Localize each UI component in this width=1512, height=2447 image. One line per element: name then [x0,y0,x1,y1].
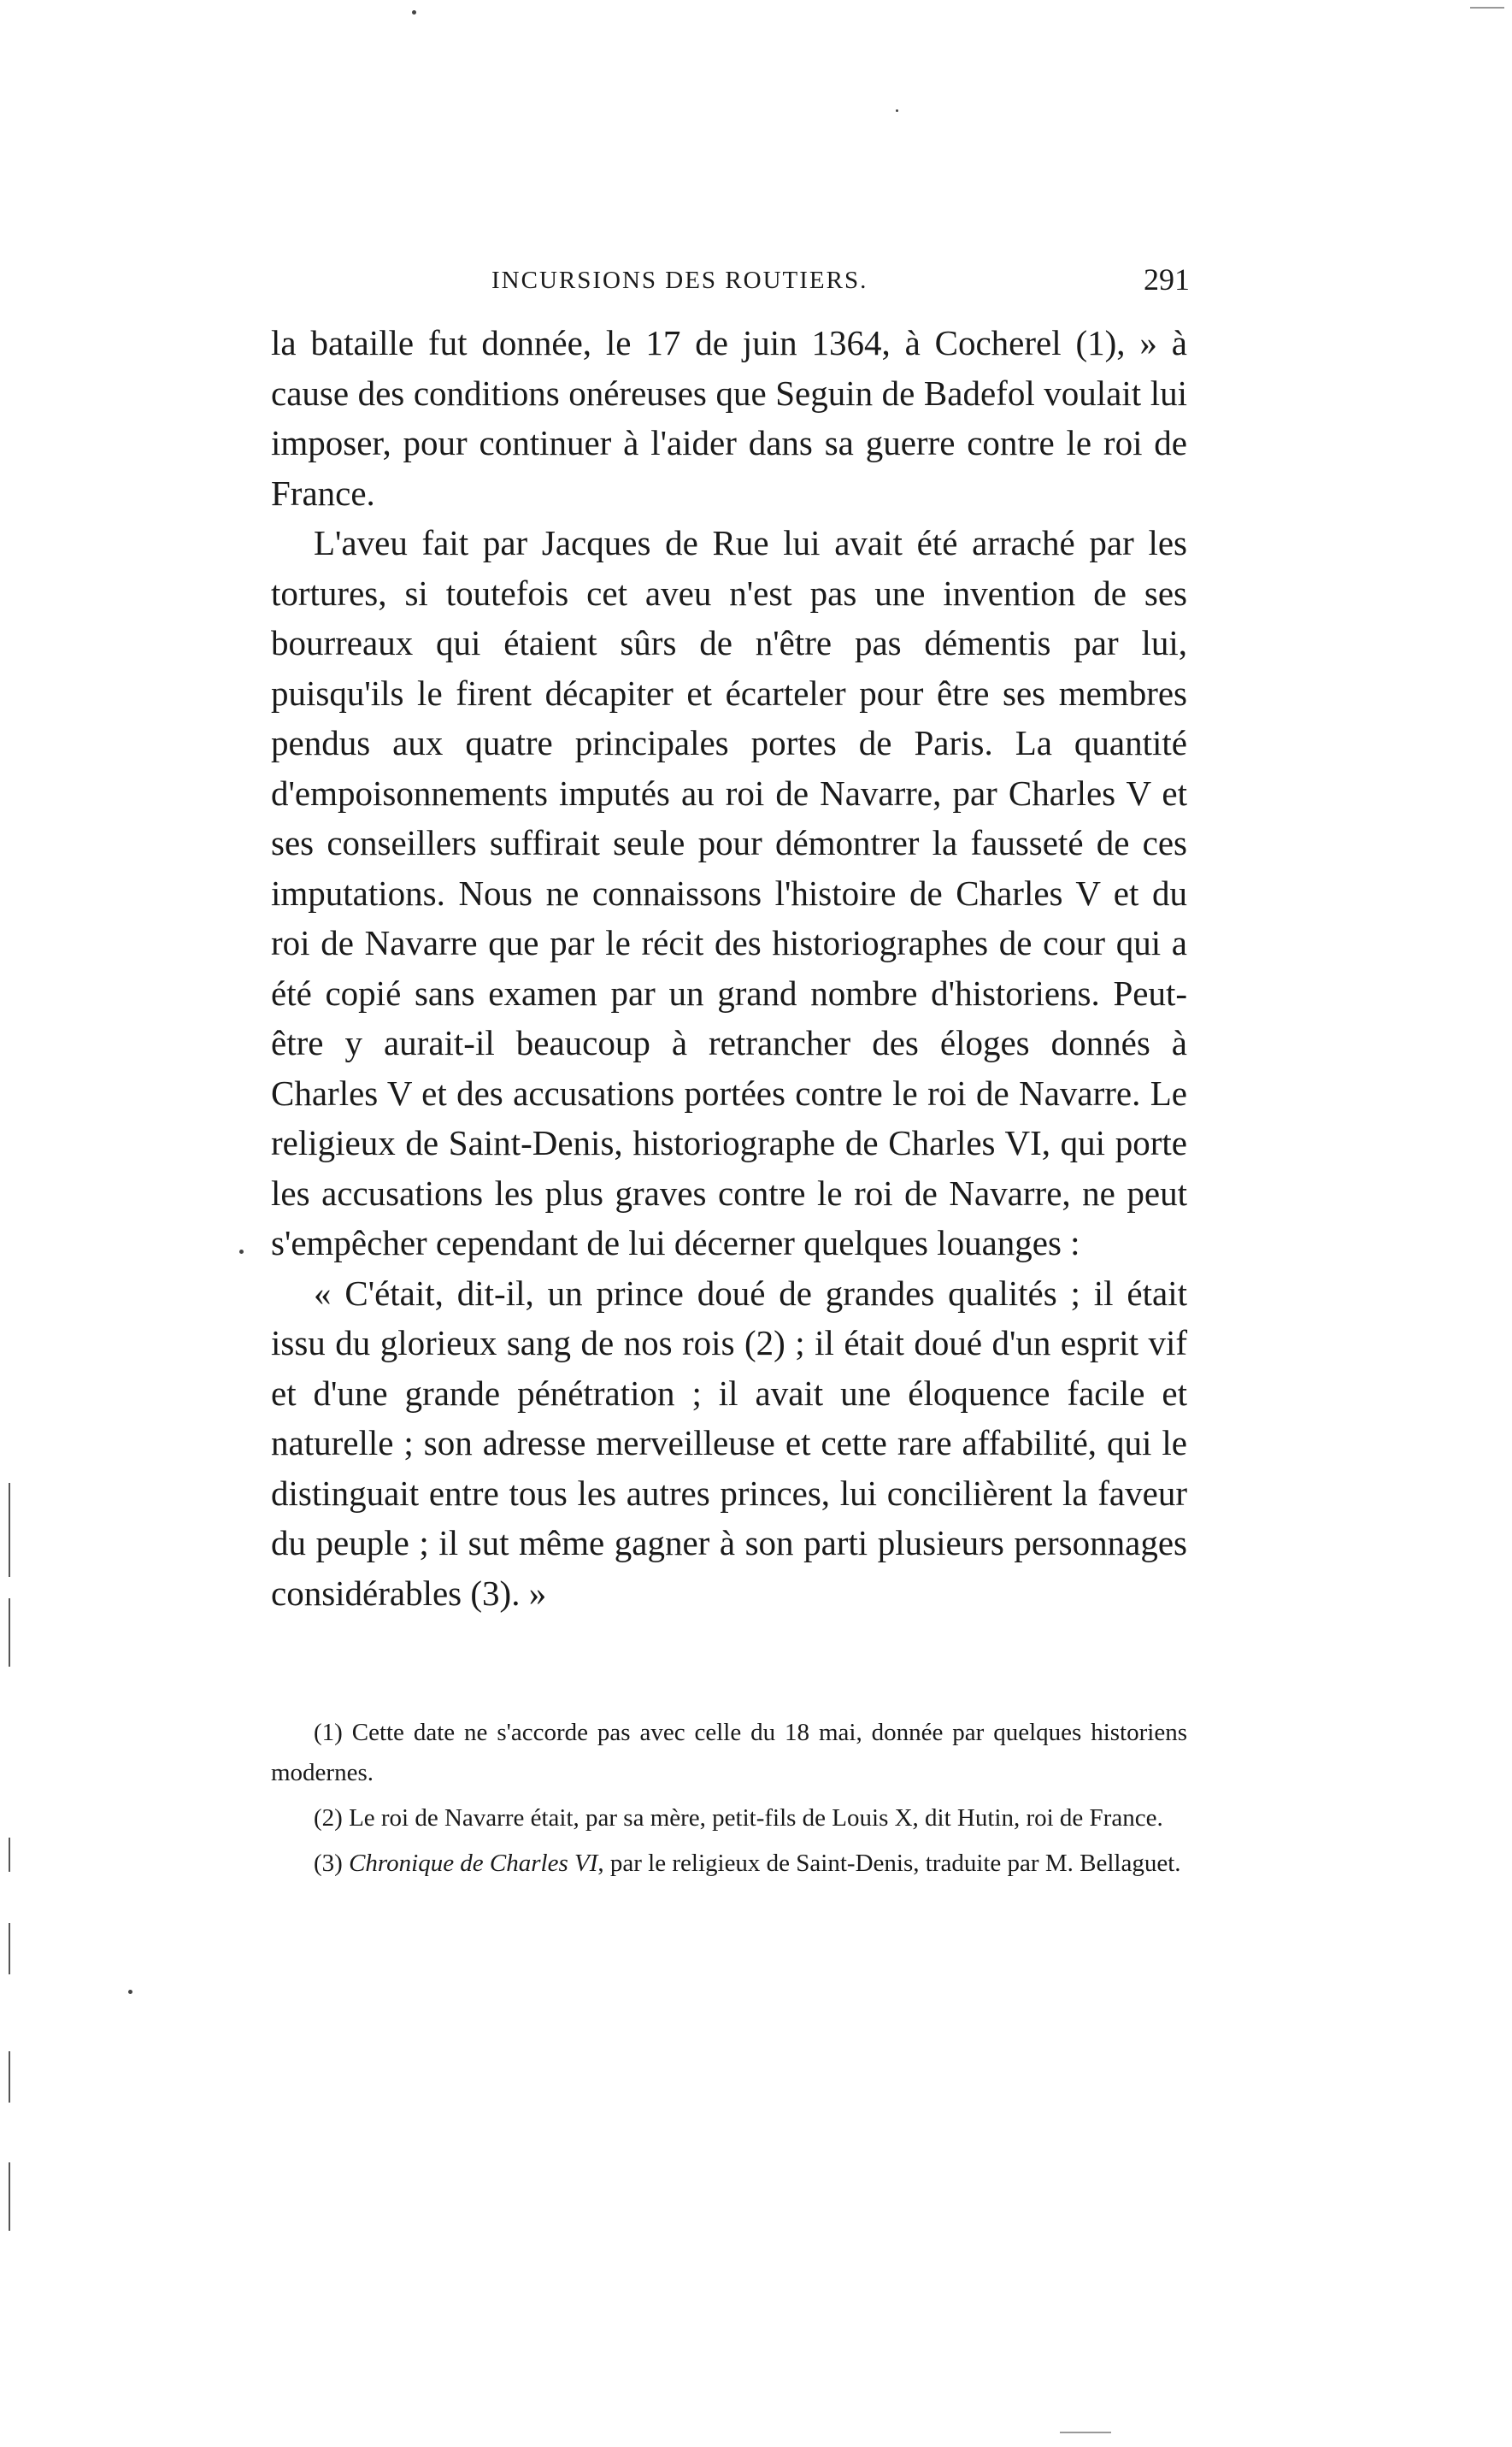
footnotes [271,1713,1187,1889]
running-title: INCURSIONS DES ROUTIERS. [491,267,868,294]
footnote: (2) Le roi de Navarre était, par sa mère, petit-fils de Louis X, dit Hutin, roi de France. [314,1804,1163,1832]
footnote-number: (3) [314,1850,350,1877]
scan-speck [412,10,416,15]
scan-speck [128,1990,132,1994]
scan-margin-mark [9,1923,10,1974]
footnote: (1) Cette date ne s'accorde pas avec celle du 18 mai, donnée par quelques historiens modernes. [271,1719,1187,1786]
footnote [271,1844,1187,1884]
scan-margin-mark [9,1483,10,1577]
scan-edge-rule [1060,2432,1111,2433]
paragraph: la bataille fut donnée, le 17 de juin 1364, à Cocherel (1), » à cause des conditions onéreuses que Seguin de Badefol voulait lui imposer, pour continuer à l'aider dans sa guerre contre le roi de France. [271,323,1187,513]
main-text [271,318,1187,1618]
scan-speck [239,1250,244,1254]
scan-margin-mark [9,1838,10,1872]
scan-margin-mark [9,2051,10,2103]
cited-work-title: Chronique de Charles VI [349,1850,598,1877]
footnote-citation: , par le religieux de Saint-Denis, traduite par M. Bellaguet. [597,1850,1181,1877]
page-number: 291 [1144,262,1190,297]
scan-speck [896,109,898,112]
paragraph: L'aveu fait par Jacques de Rue lui avait été arraché par les tortures, si toutefois cet aveu n'est pas une invention de ses bourreaux qui étaient sûrs de n'être pas démentis par lui, puisqu'ils le firent décapiter et écarteler pour être ses membres pendus aux quatre principales portes de Paris. La quantité d'empoisonnements imputés au roi de Navarre, par Charles V et ses conseillers suffirait seule pour démontrer la fausseté de ces imputations. Nous ne connaissons l'histoire de Charles V et du roi de Navarre que par le récit des historiographes de cour qui a été copié sans examen par un grand nombre d'historiens. Peut-être y aurait-il beaucoup à retrancher des éloges donnés à Charles V et des accusations portées contre le roi de Navarre. Le religieux de Saint-Denis, historiographe de Charles VI, qui porte les accusations les plus graves contre le roi de Navarre, ne peut s'empêcher cependant de lui décerner quelques louanges : [271,523,1187,1262]
scan-margin-mark [9,1598,10,1667]
scan-margin-mark [9,2162,10,2231]
scan-edge-rule [1470,7,1504,9]
quotation-paragraph: « C'était, dit-il, un prince doué de grandes qualités ; il était issu du glorieux sang de nos rois (2) ; il était doué d'un esprit vif et d'une grande pénétration ; il avait une éloquence facile et naturelle ; son adresse merveilleuse et cette rare affabilité, qui le distinguait entre tous les autres princes, lui concilièrent la faveur du peuple ; il sut même gagner à son parti plusieurs personnages considérables (3). » [271,1273,1187,1613]
